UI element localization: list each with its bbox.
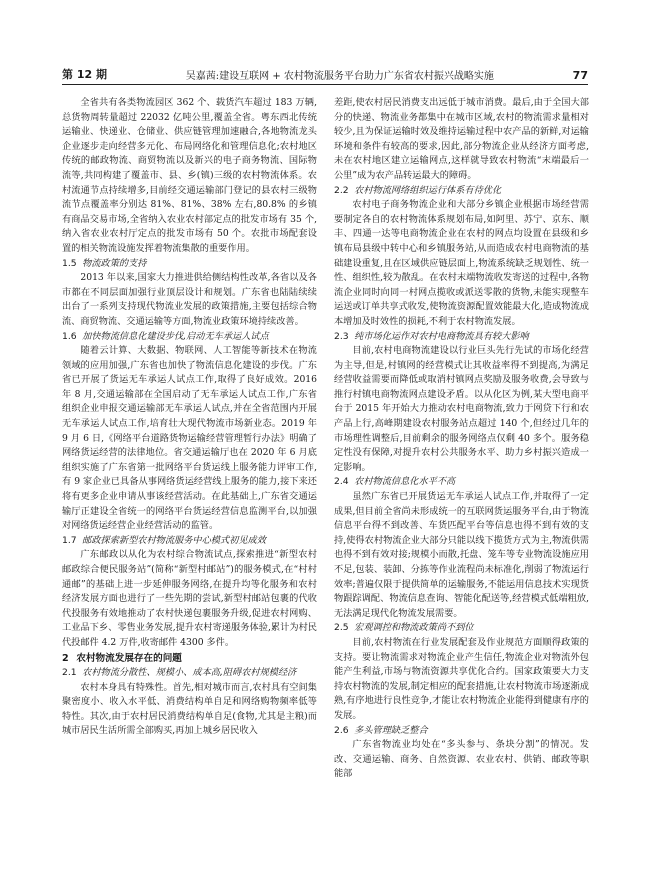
- heading-text: 农村物流信息化水平不高: [354, 476, 456, 488]
- body-paragraph: 广东邮政以从化为农村综合物流试点,探索推进“新型农村邮政综合便民服务站”(简称“新型村邮站”)的服务模式,在“村村通邮”的基础上进一步延伸服务网络,在提升均等化服务和农村经济发展方面也进行了一些先期的尝试,新型村邮站包裹的代收代投服务有效地推动了农村快递包裹服务升级,促进农村网购、工业品下乡、零售业务发展,提升农村寄递服务体验,累计为村民代投邮件 4.2 万件,收寄邮件 4300 多件。: [62, 549, 317, 648]
- body-paragraph: 目前,农村物流在行业发展配套及作业规范方面顺得政策的支持。要让物流需求对物流企业产生信任,物流企业对物流外包能产生利益,市场与物流资源共享优化合约。国家政策要大力支持农村物流的发展,制定相应的配套措施,让农村物流市场逐渐成熟,有序地进行良性竞争,才能让农村物流企业能得到健康有序的发展。: [334, 636, 589, 721]
- section-heading: [62, 651, 317, 667]
- header-rule: [62, 84, 588, 85]
- heading-number: 1.5: [62, 257, 77, 269]
- heading-number: 2.6: [334, 724, 349, 736]
- page-number: 77: [572, 69, 588, 82]
- heading-text: 邮政探索新型农村物流服务中心模式初见成效: [82, 534, 266, 546]
- subsection-heading: [334, 621, 589, 636]
- heading-text: 纯市场化运作对农村电商物流具有较大影响: [354, 330, 529, 342]
- heading-text: 农村物流发展存在的问题: [76, 652, 182, 664]
- heading-number: 1.6: [62, 330, 77, 342]
- heading-number: 2.5: [334, 622, 349, 634]
- subsection-heading: [334, 724, 589, 739]
- subsection-heading: [62, 330, 317, 345]
- heading-text: 多头管理缺乏整合: [354, 724, 428, 736]
- right-column: [334, 96, 589, 782]
- heading-number: 2.3: [334, 330, 349, 342]
- subsection-heading: [334, 184, 589, 199]
- subsection-heading: [62, 534, 317, 549]
- heading-text: 宏观调控和物流政策尚不到位: [354, 622, 474, 634]
- heading-number: 2.1: [62, 667, 77, 679]
- body-paragraph: 广东省物流业均处在“多头参与、条块分割”的情况。发改、交通运输、商务、自然资源、农业农村、供销、邮政等职能部: [334, 739, 589, 780]
- body-paragraph: 随着云计算、大数据、物联网、人工智能等新技术在物流领域的应用加强,广东省也加快了物流信息化建设的步伐。广东省已开展了货运无车承运人试点工作,取得了良好成效。2016 年 8 月,交通运输部在全国启动了无车承运人试点工作,广东省组织企业申报交通运输部无车承运人试点,并在全省范围内开展无车承运人试点工作,培育壮大现代物流市场新业态。2019 年 9 月 6 日,《网络平台道路货物运输经营管理暂行办法》明确了网络货运经营的法律地位。省交通运输厅也在 2020 年 6 月底组织实施了广东省第一批网络平台货运线上服务能力评审工作,有 9 家企业已具备从事网络货运经营线上服务的能力,接下来还将有更多企业申请从事该经营活动。在此基础上,广东省交通运输厅正建设全省统一的网络平台货运经营信息监测平台,以加强对网络货运经营企业经营活动的监管。: [62, 345, 317, 532]
- heading-number: 1.7: [62, 534, 77, 546]
- subsection-heading: [62, 257, 317, 272]
- subsection-heading: [334, 475, 589, 490]
- body-paragraph: 农村本身具有特殊性。首先,相对城市而言,农村具有空间集聚密度小、收入水平低、消费结构单自足和网络购物频率低等特性。其次,由于农村居民消费结构单自足(食物,尤其是主粮)而城市居民生活所需全部购买,再加上城乡居民收入: [62, 681, 317, 737]
- heading-text: 加快物流信息化建设步伐,启动无车承运人试点: [82, 330, 269, 342]
- body-paragraph: 2013 年以来,国家大力推进供给侧结构性改革,各省以及各市都在不同层面加强行业顶层设计和规划。广东省也陆陆续续出台了一系列支持现代物流业发展的政策措施,主要包括综合物流、商贸物流、交通运输等方面,物流业政策环境持续改善。: [62, 272, 317, 327]
- heading-text: 物流政策的支持: [82, 257, 147, 269]
- left-column: [62, 96, 317, 739]
- running-title: 吴嘉茜:建设互联网 + 农村物流服务平台助力广东省农村振兴战略实施: [185, 71, 494, 82]
- heading-number: 2.4: [334, 476, 349, 488]
- body-paragraph: 农村电子商务物流企业和大部分乡镇企业根据市场经营需要制定各自的农村物流体系规划布局,如阿里、苏宁、京东、顺丰、四通一达等电商物流企业在农村的网点均设置在县级和乡镇布局县级中转中心和乡镇服务站,从而造成农村电商物流的基础建设重复,且在区域供应链层面上,物流系统缺乏规划性、统一性、组织性,较为散乱。在农村末端物流收发寄送的过程中,各物流企业同时向同一村网点揽收或派送零散的货物,未能实现整车运送或订单共享式收发,使物流资源配置效能最大化,造成物流成本增加及时效性的损耗,不利于农村物流发展。: [334, 199, 589, 327]
- heading-number: 2: [62, 652, 69, 664]
- subsection-heading: [62, 666, 317, 681]
- heading-text: 农村物流网络组织运行体系有待优化: [354, 184, 502, 196]
- heading-text: 农村物流分散性、规模小、成本高,阻碍农村规模经济: [82, 667, 297, 679]
- heading-number: 2.2: [334, 184, 349, 196]
- body-paragraph: 差距,使农村居民消费支出远低于城市消费。最后,由于全国大部分的快递、物流业务都集中在城市区域,农村的物流需求量相对较少,且为保证运输时效及维持运输过程中农产品的新鲜,对运输环境和条件有较高的要求,因此,部分物流企业从经济方面考虑,未在农村地区建立运输网点,这样就导致农村物流“末端最后一公里”成为农产品转运最大的障碍。: [334, 97, 589, 181]
- body-paragraph: 全省共有各类物流园区 362 个、载货汽车超过 183 万辆,总货物周转量超过 22032 亿吨公里,覆盖全省。粤东西北传统运输业、快递业、仓储业、供应链管理加速融合,各地物流龙头企业逐步走向经营多元化、布局网络化和管理信息化;农村地区传统的邮政物流、商贸物流以及新兴的电子商务物流、国际物流等,共同构建了覆盖市、县、乡(镇)三级的农村物流体系。农村流通节点持续增多,目前经交通运输部门登记的县农村三级物流节点覆盖率分别达 81%、81%、38% 左右,80.8% 的乡镇有商品交易市场,全省纳入农业农村部定点的批发市场有 35 个,纳入省农业农村厅定点的批发市场有 50 个。农批市场配套设置的相关物流设施发挥着物流集散的重要作用。: [62, 97, 317, 254]
- subsection-heading: [334, 330, 589, 345]
- running-header: [62, 66, 588, 82]
- issue-label: 第 12 期: [62, 68, 107, 81]
- body-paragraph: 虽然广东省已开展货运无车承运人试点工作,并取得了一定成果,但目前全省尚未形成统一的互联网货运服务平台,由于物流信息平台得不到改善、车货匹配平台等信息也得不到有效的支持,使得农村物流企业大部分只能以线下揽货方式为主,物流供需也得不到有效对接;规模小而散,托盘、笼车等专业物流设施应用不足,包装、装卸、分拣等作业流程尚未标准化,削弱了物流运行效率;普遍仅限于提供简单的运输服务,不能运用信息技术实现货物跟踪调配、物流信息查询、智能化配送等,经营模式低端粗放,无法满足现代化物流发展需要。: [334, 491, 589, 619]
- body-paragraph: 目前,农村电商物流建设以行业巨头先行先试的市场化经营为主导,但是,村镇网的经营模式让其收益率得不到提高,为满足经营收益需要而降低或取消村镇网点奖励及服务收费,会导致与推行村镇电商物流网点建设矛盾。以从化区为例,某大型电商平台于 2015 年开始大力推动农村电商物流,致力于网贷下行和农产品上行,高峰期建设农村服务站点超过 140 个,但经过几年的市场理性调整后,目前剩余的服务网络点仅剩 40 多个。服务稳定性没有保障,对提升农村公共服务水平、助力乡村振兴造成一定影响。: [334, 345, 589, 473]
